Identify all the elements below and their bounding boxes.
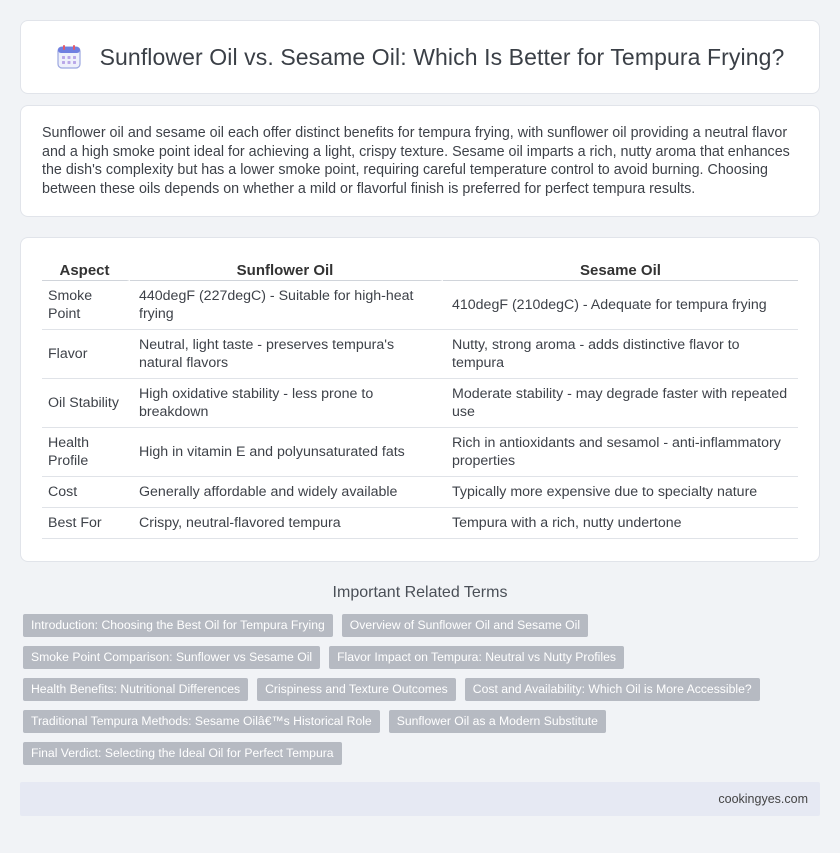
sunflower-cell: Neutral, light taste - preserves tempura's natural flavors xyxy=(130,330,443,379)
sunflower-cell: Crispy, neutral-flavored tempura xyxy=(130,508,443,539)
aspect-cell: Best For xyxy=(42,508,130,539)
aspect-cell: Cost xyxy=(42,477,130,508)
related-term-tag[interactable]: Final Verdict: Selecting the Ideal Oil for Perfect Tempura xyxy=(23,742,342,765)
aspect-cell: Flavor xyxy=(42,330,130,379)
calendar-icon xyxy=(56,44,82,70)
footer-site-name[interactable]: cookingyes.com xyxy=(718,792,808,807)
sesame-cell: Rich in antioxidants and sesamol - anti-inflammatory properties xyxy=(443,428,798,477)
related-term-tag[interactable]: Cost and Availability: Which Oil is More Accessible? xyxy=(465,678,760,701)
header-sesame-oil: Sesame Oil xyxy=(443,257,798,281)
aspect-cell: Oil Stability xyxy=(42,379,130,428)
related-terms-tags xyxy=(20,602,820,765)
related-term-tag[interactable]: Crispiness and Texture Outcomes xyxy=(257,678,456,701)
sunflower-cell: Generally affordable and widely available xyxy=(130,477,443,508)
page-header xyxy=(20,20,820,94)
sesame-cell: Moderate stability - may degrade faster with repeated use xyxy=(443,379,798,428)
related-term-tag[interactable]: Flavor Impact on Tempura: Neutral vs Nutty Profiles xyxy=(329,646,624,669)
comparison-table xyxy=(42,257,798,539)
related-term-tag[interactable]: Introduction: Choosing the Best Oil for Tempura Frying xyxy=(23,614,333,637)
table-header-row xyxy=(42,257,798,281)
sunflower-cell: High oxidative stability - less prone to breakdown xyxy=(130,379,443,428)
comparison-table-card xyxy=(20,237,820,562)
aspect-cell: Health Profile xyxy=(42,428,130,477)
table-row xyxy=(42,281,798,330)
table-row xyxy=(42,330,798,379)
related-term-tag[interactable]: Overview of Sunflower Oil and Sesame Oil xyxy=(342,614,588,637)
header-sunflower-oil: Sunflower Oil xyxy=(130,257,443,281)
related-term-tag[interactable]: Health Benefits: Nutritional Differences xyxy=(23,678,248,701)
table-row xyxy=(42,477,798,508)
sesame-cell: 410degF (210degC) - Adequate for tempura frying xyxy=(443,281,798,330)
footer xyxy=(20,782,820,816)
intro-paragraph: Sunflower oil and sesame oil each offer distinct benefits for tempura frying, with sunflower oil providing a neutral flavor and a high smoke point ideal for achieving a light, crispy texture. Sesame oil imparts a rich, nutty aroma that enhances the dish's complexity but has a lower smoke point, requiring careful temperature control to avoid burning. Choosing between these oils depends on whether a mild or flavorful finish is preferred for perfect tempura results. xyxy=(20,105,820,217)
related-term-tag[interactable]: Sunflower Oil as a Modern Substitute xyxy=(389,710,606,733)
table-row xyxy=(42,379,798,428)
sesame-cell: Tempura with a rich, nutty undertone xyxy=(443,508,798,539)
aspect-cell: Smoke Point xyxy=(42,281,130,330)
page-title: Sunflower Oil vs. Sesame Oil: Which Is Better for Tempura Frying? xyxy=(99,43,785,70)
sunflower-cell: 440degF (227degC) - Suitable for high-heat frying xyxy=(130,281,443,330)
related-term-tag[interactable]: Smoke Point Comparison: Sunflower vs Sesame Oil xyxy=(23,646,320,669)
table-row xyxy=(42,428,798,477)
header-aspect: Aspect xyxy=(42,257,130,281)
related-term-tag[interactable]: Traditional Tempura Methods: Sesame Oilâ€™s Historical Role xyxy=(23,710,380,733)
sesame-cell: Typically more expensive due to specialty nature xyxy=(443,477,798,508)
table-row xyxy=(42,508,798,539)
related-terms-title: Important Related Terms xyxy=(332,584,508,602)
sunflower-cell: High in vitamin E and polyunsaturated fats xyxy=(130,428,443,477)
sesame-cell: Nutty, strong aroma - adds distinctive flavor to tempura xyxy=(443,330,798,379)
